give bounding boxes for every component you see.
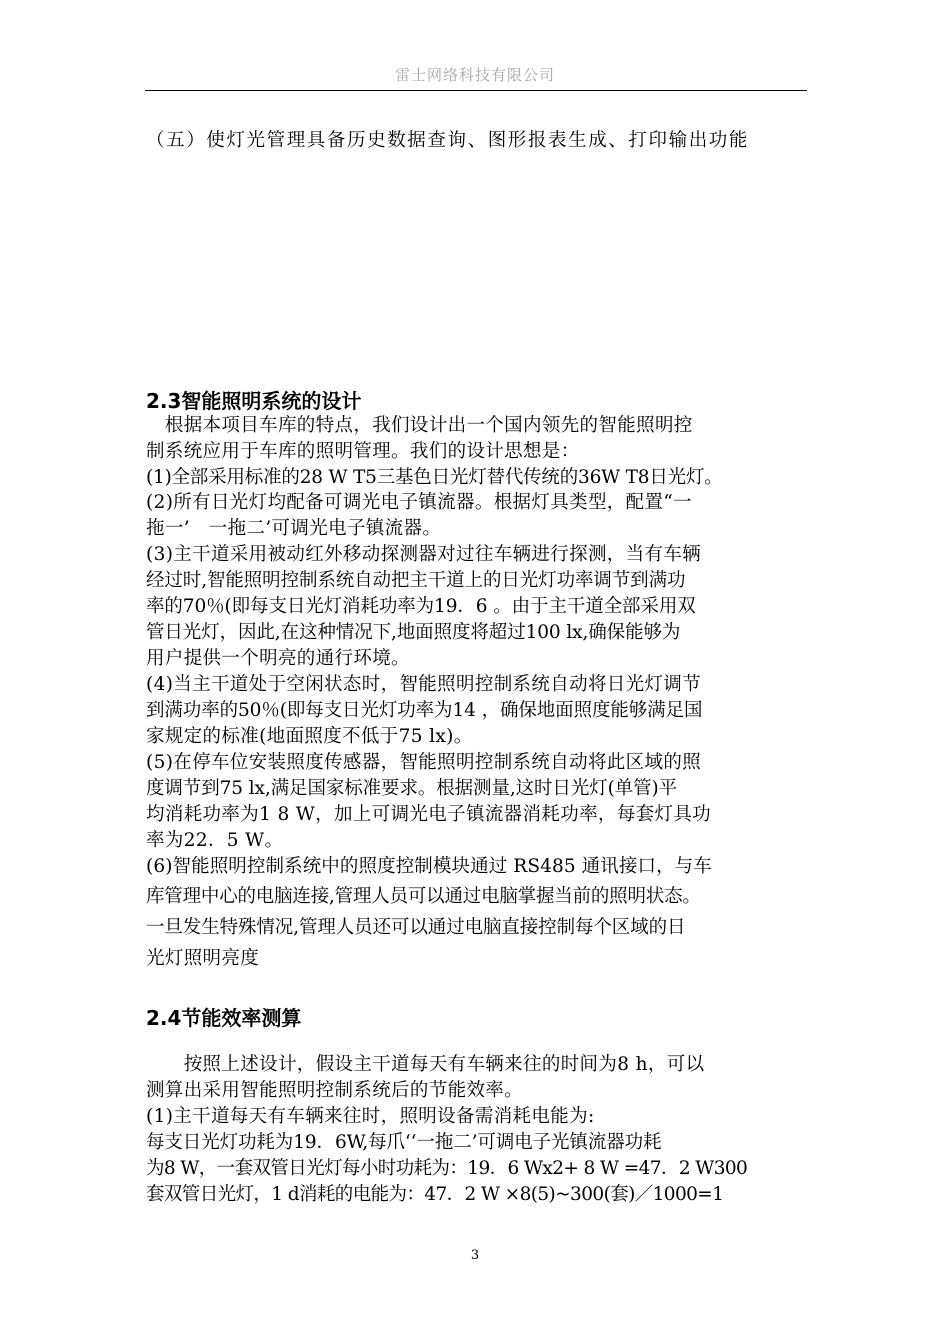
paragraph-line: (1)全部采用标准的28 W T5三基色日光灯替代传统的36W T8日光灯。 <box>146 467 723 488</box>
paragraph-line: 库管理中心的电脑连接,管理人员可以通过电脑掌握当前的照明状态。 <box>146 886 701 907</box>
paragraph-line: 一旦发生特殊情况,管理人员还可以通过电脑直接控制每个区域的日 <box>146 917 686 938</box>
paragraph-line: 率的70％(即每支日光灯消耗功率为19．6 。由于主干道全部采用双 <box>146 596 696 617</box>
paragraph-line: 拖一’ 一拖二’可调光电子镇流器。 <box>146 518 442 539</box>
paragraph-line: 到满功率的50％(即每支日光灯功率为14 ，确保地面照度能够满足国 <box>146 700 703 721</box>
paragraph-line: 测算出采用智能照明控制系统后的节能效率。 <box>146 1080 524 1101</box>
paragraph-line: 用户提供一个明亮的通行环境。 <box>146 648 410 669</box>
paragraph-line: (5)在停车位安装照度传感器，智能照明控制系统自动将此区域的照 <box>146 752 702 773</box>
section-title-2-3: 2.3智能照明系统的设计 <box>146 389 362 413</box>
paragraph-line: 根据本项目车库的特点，我们设计出一个国内领先的智能照明控 <box>146 415 693 436</box>
paragraph-line: (3)主干道采用被动红外移动探测器对过往车辆进行探测，当有车辆 <box>146 544 702 565</box>
paragraph-line: 为8 W，一套双管日光灯每小时功耗为：19．6 Wx2+ 8 W =47．2 W300 <box>146 1158 748 1179</box>
paragraph-line: 率为22．5 W。 <box>146 830 284 851</box>
paragraph-line: (6)智能照明控制系统中的照度控制模块通过 RS485 通讯接口，与车 <box>146 856 712 877</box>
page-header-company: 雷士网络科技有限公司 <box>394 66 555 84</box>
paragraph-line: 套双管日光灯，1 d消耗的电能为：47．2 W ×8(5)~300(套)／1000=1 <box>146 1184 724 1205</box>
paragraph-line: 制系统应用于车库的照明管理。我们的设计思想是： <box>146 441 580 462</box>
paragraph-line: 均消耗功率为1 8 W，加上可调光电子镇流器消耗功率，每套灯具功 <box>146 804 712 825</box>
paragraph-line: 度调节到75 lx,满足国家标准要求。根据测量,这时日光灯(单管)平 <box>146 778 678 799</box>
page-number: 3 <box>470 1248 480 1263</box>
paragraph-line: (2)所有日光灯均配备可调光电子镇流器。根据灯具类型，配置“一 <box>146 492 693 513</box>
intro-line: （五）使灯光管理具备历史数据查询、图形报表生成、打印输出功能 <box>146 130 750 151</box>
section-title-2-4: 2.4节能效率测算 <box>146 1006 302 1030</box>
header-divider <box>145 90 807 91</box>
paragraph-line: 按照上述设计，假设主干道每天有车辆来往的时间为8 h，可以 <box>146 1054 705 1075</box>
paragraph-line: 管日光灯，因此,在这种情况下,地面照度将超过100 lx,确保能够为 <box>146 622 681 643</box>
paragraph-line: (1)主干道每天有车辆来往时，照明设备需消耗电能为: <box>146 1106 595 1127</box>
paragraph-line: (4)当主干道处于空闲状态时，智能照明控制系统自动将日光灯调节 <box>146 674 702 695</box>
paragraph-line: 家规定的标准(地面照度不低于75 lx)。 <box>146 726 473 747</box>
paragraph-line: 光灯照明亮度 <box>146 948 260 969</box>
paragraph-line: 每支日光灯功耗为19．6W,每爪‘‘一拖二’可调电子光镇流器功耗 <box>146 1132 662 1153</box>
paragraph-line: 经过时,智能照明控制系统自动把主干道上的日光灯功率调节到满功 <box>146 570 686 591</box>
